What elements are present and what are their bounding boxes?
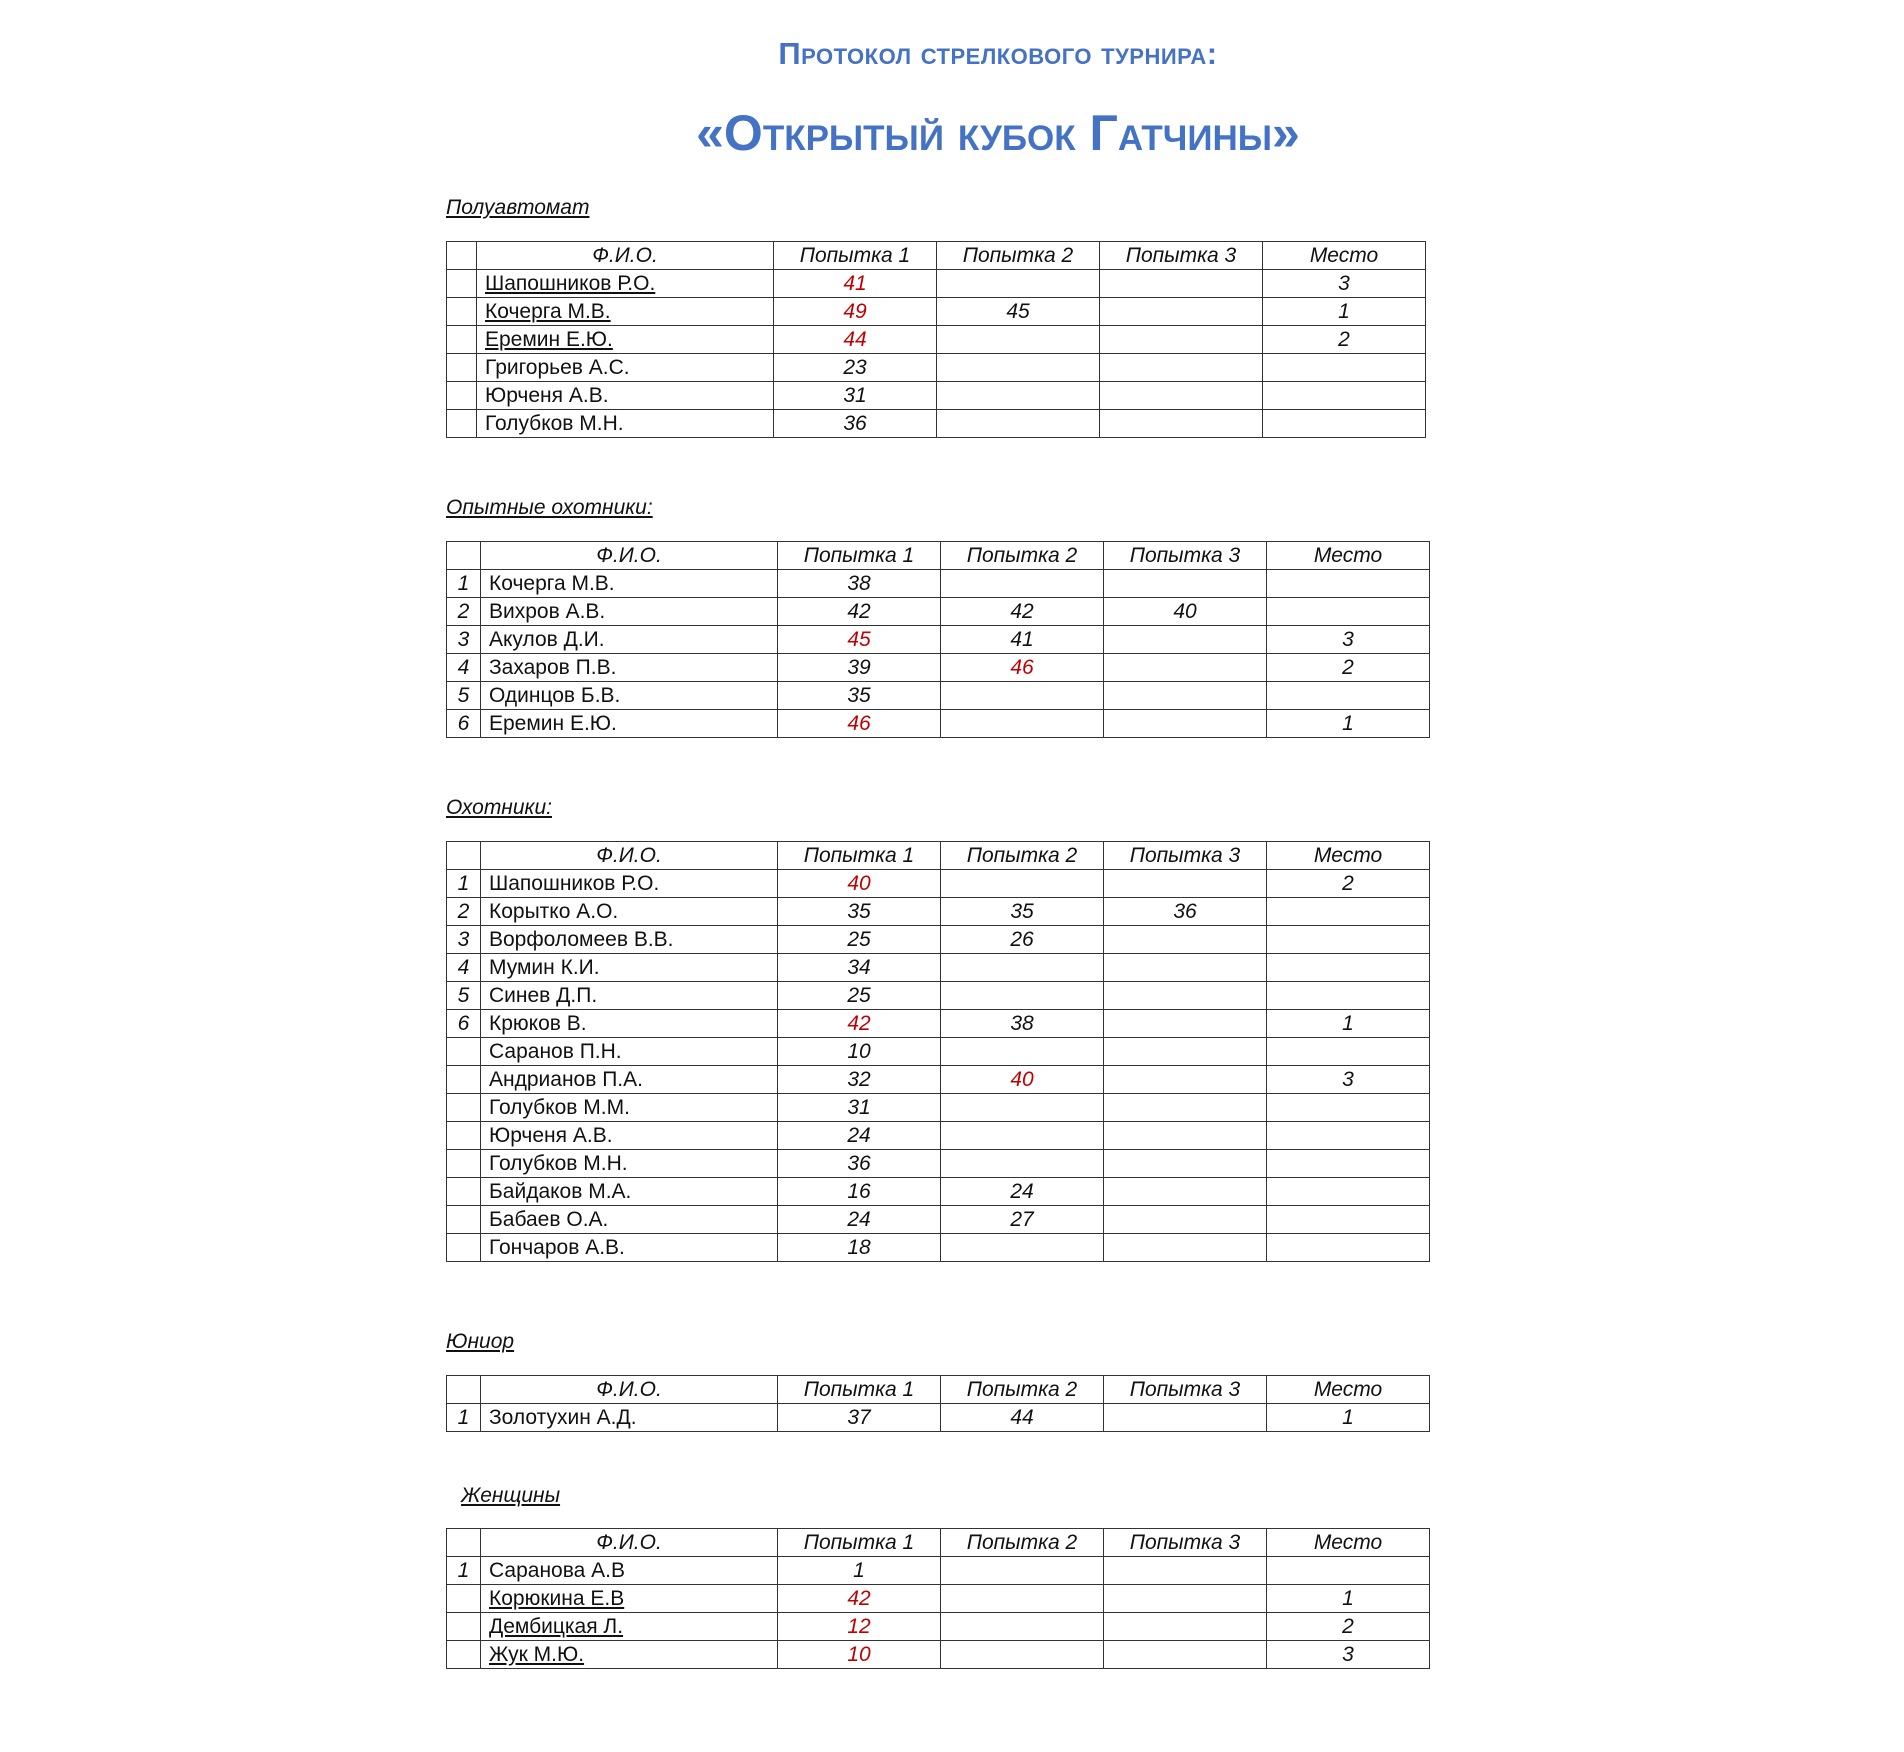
row-number-cell (447, 298, 477, 326)
attempt3-column-header: Попытка 3 (1104, 842, 1267, 870)
row-number-cell (447, 1613, 481, 1641)
row-number-cell: 1 (447, 1404, 481, 1432)
row-number-cell: 3 (447, 926, 481, 954)
row-number-cell: 4 (447, 654, 481, 682)
attempt1-column-header: Попытка 1 (778, 1529, 941, 1557)
participant-name-cell (481, 710, 778, 738)
attempt2-cell: 26 (941, 926, 1104, 954)
table-row (447, 626, 1430, 654)
row-number-cell (447, 1206, 481, 1234)
participant-name: Ворфоломеев В.В. (489, 927, 674, 951)
attempt3-cell (1104, 1206, 1267, 1234)
section-label-women: Женщины (461, 1484, 561, 1507)
attempt1-cell: 18 (778, 1234, 941, 1262)
document-title: Протокол стрелкового турнира: (778, 36, 1218, 71)
attempt1-cell: 32 (778, 1066, 941, 1094)
place-cell (1267, 1206, 1430, 1234)
attempt3-cell (1104, 1613, 1267, 1641)
name-column-header: Ф.И.О. (481, 1529, 778, 1557)
table-row (447, 1557, 1430, 1585)
attempt1-cell: 34 (778, 954, 941, 982)
number-column-header (447, 242, 477, 270)
attempt2-cell (941, 1150, 1104, 1178)
row-number-cell (447, 382, 477, 410)
attempt3-cell (1104, 654, 1267, 682)
participant-name-cell (477, 382, 774, 410)
table-row (447, 326, 1426, 354)
attempt2-cell (941, 982, 1104, 1010)
attempt1-cell: 41 (774, 270, 937, 298)
attempt2-cell: 38 (941, 1010, 1104, 1038)
attempt2-cell (941, 682, 1104, 710)
participant-name-cell (481, 1557, 778, 1585)
participant-name: Шапошников Р.О. (485, 271, 656, 295)
attempt3-column-header: Попытка 3 (1104, 1376, 1267, 1404)
place-cell (1263, 382, 1426, 410)
place-cell (1267, 1557, 1430, 1585)
row-number-cell (447, 1178, 481, 1206)
attempt3-cell (1104, 1122, 1267, 1150)
attempt3-cell (1104, 682, 1267, 710)
attempt1-cell: 38 (778, 570, 941, 598)
attempt3-cell (1104, 1234, 1267, 1262)
table-row (447, 870, 1430, 898)
participant-name-cell (481, 598, 778, 626)
participant-name: Юрченя А.В. (489, 1123, 613, 1147)
participant-name: Кочерга М.В. (485, 299, 611, 323)
attempt2-cell (941, 1585, 1104, 1613)
participant-name: Дембицкая Л. (489, 1614, 624, 1638)
place-cell (1267, 982, 1430, 1010)
table-row (447, 1206, 1430, 1234)
participant-name-cell (477, 410, 774, 438)
place-cell: 2 (1267, 870, 1430, 898)
row-number-cell: 1 (447, 1557, 481, 1585)
attempt1-cell: 24 (778, 1206, 941, 1234)
table-header-row (447, 242, 1426, 270)
participant-name: Синев Д.П. (489, 983, 598, 1007)
row-number-cell: 4 (447, 954, 481, 982)
participant-name: Кочерга М.В. (489, 571, 615, 595)
attempt1-cell: 46 (778, 710, 941, 738)
document-subtitle: «Открытый кубок Гатчины» (696, 105, 1300, 161)
row-number-cell (447, 1641, 481, 1669)
place-cell (1267, 1150, 1430, 1178)
attempt1-cell: 49 (774, 298, 937, 326)
attempt3-cell (1104, 954, 1267, 982)
attempt2-cell (941, 1234, 1104, 1262)
attempt3-cell (1100, 410, 1263, 438)
section-label-hunters: Охотники: (446, 796, 552, 819)
attempt2-cell: 44 (941, 1404, 1104, 1432)
attempt2-cell (941, 870, 1104, 898)
participant-name-cell (481, 870, 778, 898)
table-row (447, 1066, 1430, 1094)
row-number-cell (447, 1038, 481, 1066)
score-table-hunters (446, 841, 1430, 1262)
attempt3-cell (1104, 570, 1267, 598)
place-cell (1267, 1038, 1430, 1066)
attempt1-cell: 37 (778, 1404, 941, 1432)
attempt1-cell: 1 (778, 1557, 941, 1585)
row-number-cell: 5 (447, 982, 481, 1010)
row-number-cell (447, 326, 477, 354)
participant-name: Одинцов Б.В. (489, 683, 621, 707)
attempt2-cell: 40 (941, 1066, 1104, 1094)
attempt3-column-header: Попытка 3 (1104, 1529, 1267, 1557)
place-column-header: Место (1267, 542, 1430, 570)
table-header-row (447, 842, 1430, 870)
place-cell (1267, 1234, 1430, 1262)
table-row (447, 410, 1426, 438)
place-cell: 1 (1267, 1404, 1430, 1432)
attempt1-cell: 36 (778, 1150, 941, 1178)
place-cell: 3 (1267, 1641, 1430, 1669)
attempt1-cell: 42 (778, 598, 941, 626)
name-column-header: Ф.И.О. (477, 242, 774, 270)
number-column-header (447, 1376, 481, 1404)
participant-name: Голубков М.Н. (489, 1151, 628, 1175)
attempt1-column-header: Попытка 1 (778, 842, 941, 870)
participant-name: Вихров А.В. (489, 599, 606, 623)
score-table-experienced-hunters (446, 541, 1430, 738)
participant-name-cell (477, 270, 774, 298)
number-column-header (447, 1529, 481, 1557)
attempt1-cell: 31 (774, 382, 937, 410)
place-cell: 3 (1263, 270, 1426, 298)
place-cell: 2 (1263, 326, 1426, 354)
attempt2-column-header: Попытка 2 (941, 842, 1104, 870)
place-cell: 1 (1263, 298, 1426, 326)
row-number-cell: 1 (447, 870, 481, 898)
participant-name: Голубков М.М. (489, 1095, 630, 1119)
participant-name: Саранов П.Н. (489, 1039, 622, 1063)
participant-name-cell (477, 354, 774, 382)
table-header-row (447, 1529, 1430, 1557)
place-cell (1267, 898, 1430, 926)
table-row (447, 1178, 1430, 1206)
row-number-cell (447, 270, 477, 298)
attempt3-cell (1104, 1404, 1267, 1432)
attempt3-cell (1100, 382, 1263, 410)
participant-name-cell (477, 298, 774, 326)
table-row (447, 1038, 1430, 1066)
attempt2-column-header: Попытка 2 (937, 242, 1100, 270)
attempt1-cell: 40 (778, 870, 941, 898)
attempt1-cell: 10 (778, 1641, 941, 1669)
attempt2-cell: 46 (941, 654, 1104, 682)
attempt1-cell: 36 (774, 410, 937, 438)
participant-name: Григорьев А.С. (485, 355, 630, 379)
table-row (447, 982, 1430, 1010)
attempt2-cell (941, 1038, 1104, 1066)
participant-name-cell (481, 1010, 778, 1038)
row-number-cell (447, 1150, 481, 1178)
participant-name: Голубков М.Н. (485, 411, 624, 435)
place-column-header: Место (1267, 842, 1430, 870)
participant-name-cell (481, 1038, 778, 1066)
attempt3-cell (1104, 1641, 1267, 1669)
participant-name: Захаров П.В. (489, 655, 617, 679)
place-cell (1263, 354, 1426, 382)
participant-name-cell (481, 682, 778, 710)
attempt2-cell: 24 (941, 1178, 1104, 1206)
attempt1-cell: 39 (778, 654, 941, 682)
place-cell: 1 (1267, 1010, 1430, 1038)
participant-name: Юрченя А.В. (485, 383, 609, 407)
participant-name-cell (481, 1094, 778, 1122)
attempt3-column-header: Попытка 3 (1104, 542, 1267, 570)
attempt1-cell: 10 (778, 1038, 941, 1066)
participant-name: Мумин К.И. (489, 955, 600, 979)
place-cell (1267, 1122, 1430, 1150)
attempt1-column-header: Попытка 1 (778, 542, 941, 570)
table-row (447, 382, 1426, 410)
participant-name: Гончаров А.В. (489, 1235, 625, 1259)
table-row (447, 1613, 1430, 1641)
attempt3-column-header: Попытка 3 (1100, 242, 1263, 270)
place-column-header: Место (1263, 242, 1426, 270)
table-row (447, 710, 1430, 738)
attempt3-cell (1104, 870, 1267, 898)
participant-name: Шапошников Р.О. (489, 871, 660, 895)
participant-name-cell (481, 1613, 778, 1641)
attempt2-cell (937, 354, 1100, 382)
place-column-header: Место (1267, 1529, 1430, 1557)
place-cell: 1 (1267, 710, 1430, 738)
attempt2-cell (937, 382, 1100, 410)
attempt3-cell (1104, 1010, 1267, 1038)
attempt2-column-header: Попытка 2 (941, 542, 1104, 570)
row-number-cell: 6 (447, 710, 481, 738)
participant-name-cell (481, 1585, 778, 1613)
participant-name: Золотухин А.Д. (489, 1405, 637, 1429)
table-row (447, 654, 1430, 682)
place-cell (1267, 1178, 1430, 1206)
attempt3-cell (1100, 326, 1263, 354)
participant-name: Саранова А.В (489, 1558, 625, 1582)
score-table-junior (446, 1375, 1430, 1432)
attempt2-cell (937, 326, 1100, 354)
attempt1-cell: 42 (778, 1010, 941, 1038)
attempt2-cell (941, 1641, 1104, 1669)
table-row (447, 1150, 1430, 1178)
row-number-cell (447, 1585, 481, 1613)
participant-name: Байдаков М.А. (489, 1179, 632, 1203)
table-row (447, 926, 1430, 954)
attempt1-cell: 25 (778, 926, 941, 954)
attempt1-cell: 35 (778, 898, 941, 926)
row-number-cell: 2 (447, 598, 481, 626)
attempt3-cell (1104, 1038, 1267, 1066)
participant-name-cell (481, 954, 778, 982)
table-row (447, 598, 1430, 626)
row-number-cell: 3 (447, 626, 481, 654)
attempt3-cell (1104, 1150, 1267, 1178)
participant-name-cell (481, 1234, 778, 1262)
attempt3-cell (1100, 270, 1263, 298)
participant-name-cell (481, 1178, 778, 1206)
table-row (447, 1234, 1430, 1262)
attempt2-cell (941, 1557, 1104, 1585)
row-number-cell (447, 354, 477, 382)
place-cell: 2 (1267, 654, 1430, 682)
table-row (447, 298, 1426, 326)
place-cell: 3 (1267, 626, 1430, 654)
row-number-cell (447, 1066, 481, 1094)
place-cell (1267, 954, 1430, 982)
section-label-experienced-hunters: Опытные охотники: (446, 496, 653, 519)
attempt1-cell: 42 (778, 1585, 941, 1613)
attempt1-cell: 24 (778, 1122, 941, 1150)
place-cell: 3 (1267, 1066, 1430, 1094)
place-cell: 1 (1267, 1585, 1430, 1613)
attempt3-cell (1104, 1178, 1267, 1206)
participant-name-cell (481, 1206, 778, 1234)
attempt1-column-header: Попытка 1 (778, 1376, 941, 1404)
participant-name-cell (481, 1150, 778, 1178)
name-column-header: Ф.И.О. (481, 1376, 778, 1404)
score-table-semiauto (446, 241, 1426, 438)
participant-name-cell (481, 1122, 778, 1150)
attempt3-cell (1104, 982, 1267, 1010)
row-number-cell (447, 1234, 481, 1262)
table-header-row (447, 1376, 1430, 1404)
participant-name: Бабаев О.А. (489, 1207, 609, 1231)
attempt3-cell (1104, 926, 1267, 954)
participant-name-cell (481, 626, 778, 654)
attempt1-cell: 31 (778, 1094, 941, 1122)
participant-name-cell (481, 570, 778, 598)
row-number-cell (447, 410, 477, 438)
attempt2-column-header: Попытка 2 (941, 1529, 1104, 1557)
attempt2-cell: 41 (941, 626, 1104, 654)
attempt1-cell: 25 (778, 982, 941, 1010)
table-row (447, 1010, 1430, 1038)
table-row (447, 898, 1430, 926)
attempt3-cell (1104, 626, 1267, 654)
participant-name-cell (481, 654, 778, 682)
participant-name: Акулов Д.И. (489, 627, 605, 651)
place-cell: 2 (1267, 1613, 1430, 1641)
attempt3-cell: 40 (1104, 598, 1267, 626)
attempt2-cell (937, 270, 1100, 298)
table-row (447, 1641, 1430, 1669)
attempt2-cell: 27 (941, 1206, 1104, 1234)
participant-name-cell (481, 898, 778, 926)
table-row (447, 570, 1430, 598)
attempt2-cell (941, 570, 1104, 598)
attempt1-cell: 23 (774, 354, 937, 382)
score-table-women (446, 1528, 1430, 1669)
attempt2-cell (941, 1094, 1104, 1122)
participant-name-cell (481, 1404, 778, 1432)
table-row (447, 1404, 1430, 1432)
attempt3-cell: 36 (1104, 898, 1267, 926)
attempt1-cell: 44 (774, 326, 937, 354)
participant-name: Жук М.Ю. (489, 1642, 585, 1666)
attempt1-column-header: Попытка 1 (774, 242, 937, 270)
attempt2-column-header: Попытка 2 (941, 1376, 1104, 1404)
section-label-semiauto: Полуавтомат (446, 196, 590, 219)
table-row (447, 1585, 1430, 1613)
attempt3-cell (1104, 710, 1267, 738)
participant-name-cell (481, 982, 778, 1010)
attempt3-cell (1104, 1066, 1267, 1094)
table-row (447, 954, 1430, 982)
table-row (447, 682, 1430, 710)
name-column-header: Ф.И.О. (481, 842, 778, 870)
place-cell (1267, 570, 1430, 598)
attempt2-cell (941, 710, 1104, 738)
number-column-header (447, 842, 481, 870)
row-number-cell: 5 (447, 682, 481, 710)
attempt1-cell: 35 (778, 682, 941, 710)
participant-name: Корюкина Е.В (489, 1586, 625, 1610)
row-number-cell (447, 1094, 481, 1122)
attempt1-cell: 12 (778, 1613, 941, 1641)
place-column-header: Место (1267, 1376, 1430, 1404)
participant-name: Андрианов П.А. (489, 1067, 643, 1091)
attempt2-cell (941, 954, 1104, 982)
place-cell (1267, 926, 1430, 954)
section-label-junior: Юниор (446, 1330, 515, 1353)
attempt2-cell (941, 1122, 1104, 1150)
participant-name-cell (481, 1641, 778, 1669)
number-column-header (447, 542, 481, 570)
attempt3-cell (1104, 1585, 1267, 1613)
attempt3-cell (1100, 354, 1263, 382)
table-row (447, 270, 1426, 298)
attempt3-cell (1100, 298, 1263, 326)
participant-name: Корытко А.О. (489, 899, 619, 923)
attempt1-cell: 16 (778, 1178, 941, 1206)
name-column-header: Ф.И.О. (481, 542, 778, 570)
table-row (447, 1122, 1430, 1150)
participant-name-cell (477, 326, 774, 354)
place-cell (1267, 1094, 1430, 1122)
attempt3-cell (1104, 1094, 1267, 1122)
participant-name: Еремин Е.Ю. (485, 327, 613, 351)
place-cell (1267, 682, 1430, 710)
row-number-cell: 1 (447, 570, 481, 598)
attempt2-cell: 45 (937, 298, 1100, 326)
participant-name-cell (481, 926, 778, 954)
table-row (447, 1094, 1430, 1122)
table-row (447, 354, 1426, 382)
attempt2-cell (937, 410, 1100, 438)
attempt1-cell: 45 (778, 626, 941, 654)
attempt3-cell (1104, 1557, 1267, 1585)
attempt2-cell: 35 (941, 898, 1104, 926)
row-number-cell: 2 (447, 898, 481, 926)
place-cell (1267, 598, 1430, 626)
place-cell (1263, 410, 1426, 438)
table-header-row (447, 542, 1430, 570)
attempt2-cell: 42 (941, 598, 1104, 626)
participant-name-cell (481, 1066, 778, 1094)
row-number-cell (447, 1122, 481, 1150)
row-number-cell: 6 (447, 1010, 481, 1038)
participant-name: Еремин Е.Ю. (489, 711, 617, 735)
attempt2-cell (941, 1613, 1104, 1641)
participant-name: Крюков В. (489, 1011, 587, 1035)
